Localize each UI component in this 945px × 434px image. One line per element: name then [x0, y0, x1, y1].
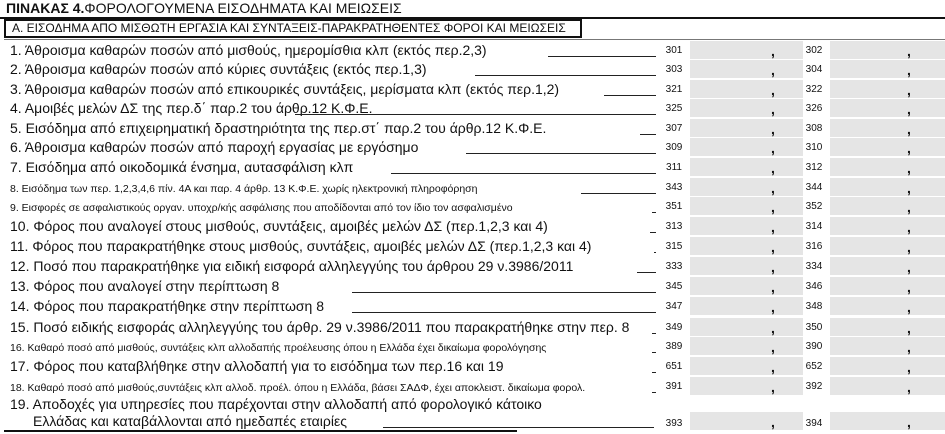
- form-row-1: [0, 41, 945, 60]
- field-code: 651: [665, 361, 683, 372]
- amount-field-314[interactable]: [830, 217, 945, 235]
- field-code: 311: [666, 162, 682, 173]
- form-row-2: [0, 60, 945, 79]
- amount-field-321[interactable]: [690, 80, 803, 98]
- field-code: 391: [665, 381, 683, 392]
- row-label: 7. Εισόδημα από οικοδομικά ένσημα, αυτασφάλιση κλπ: [10, 159, 354, 175]
- field-code: 304: [805, 64, 823, 75]
- field-code: 390: [805, 341, 823, 352]
- field-code: 346: [805, 281, 823, 292]
- field-code: 301: [665, 45, 683, 56]
- dotted-leader: [352, 312, 656, 313]
- decimal-comma: ,: [907, 180, 911, 196]
- form-row-9: [0, 197, 945, 216]
- decimal-comma: ,: [907, 359, 911, 375]
- dotted-leader: [652, 333, 656, 334]
- dotted-leader: [295, 114, 656, 115]
- form-row-11: [0, 237, 945, 256]
- dotted-leader: [650, 232, 656, 233]
- form-row-18: [0, 377, 945, 396]
- dotted-leader: [654, 252, 656, 253]
- row-label: 4. Αμοιβές μελών ΔΣ της περ.δ΄ παρ.2 του άρθρ.12 Κ.Φ.Ε.: [10, 100, 373, 116]
- decimal-comma: ,: [771, 259, 775, 275]
- decimal-comma: ,: [907, 121, 911, 137]
- decimal-comma: ,: [771, 121, 775, 137]
- form-row-13: [0, 277, 945, 296]
- decimal-comma: ,: [771, 359, 775, 375]
- amount-field-326[interactable]: [830, 99, 945, 117]
- field-code: 321: [665, 84, 683, 95]
- form-row-4: [0, 99, 945, 118]
- amount-field-343[interactable]: [690, 178, 803, 196]
- amount-field-302[interactable]: [830, 41, 945, 59]
- row-label: 5. Εισόδημα από επιχειρηματική δραστηριότητα της περ.στ΄ παρ.2 του άρθρ.12 Κ.Φ.Ε.: [10, 120, 547, 136]
- amount-field-301[interactable]: [690, 41, 803, 59]
- decimal-comma: ,: [771, 320, 775, 336]
- field-code: 349: [665, 322, 683, 333]
- field-code: 392: [805, 381, 823, 392]
- amount-field-651[interactable]: [690, 357, 803, 375]
- field-code: 303: [665, 64, 683, 75]
- field-code: 352: [805, 201, 823, 212]
- amount-field-394[interactable]: [830, 412, 945, 430]
- decimal-comma: ,: [771, 299, 775, 315]
- decimal-comma: ,: [907, 414, 911, 430]
- row-label-19-line1: 19. Αποδοχές για υπηρεσίες που παρέχονται στην αλλοδαπή από φορολογικό κάτοικο: [10, 396, 542, 412]
- decimal-comma: ,: [771, 379, 775, 395]
- form-row-12: [0, 257, 945, 276]
- amount-field-349[interactable]: [690, 318, 803, 336]
- dotted-leader: [391, 173, 656, 174]
- decimal-comma: ,: [907, 43, 911, 59]
- decimal-comma: ,: [907, 82, 911, 98]
- dotted-leader: [640, 134, 656, 135]
- amount-field-389[interactable]: [690, 337, 803, 355]
- amount-field-312[interactable]: [830, 158, 945, 176]
- form-row-5: [0, 119, 945, 138]
- field-code: 313: [665, 221, 683, 232]
- decimal-comma: ,: [771, 219, 775, 235]
- field-code: 312: [805, 162, 823, 173]
- amount-field-393[interactable]: [690, 412, 803, 430]
- decimal-comma: ,: [771, 199, 775, 215]
- form-row-6: [0, 138, 945, 157]
- amount-field-347[interactable]: [690, 297, 803, 315]
- dotted-leader: [652, 352, 656, 353]
- form-row-15: [0, 318, 945, 337]
- row-label: 13. Φόρος που αναλογεί στην περίπτωση 8: [10, 278, 280, 294]
- amount-field-351[interactable]: [690, 197, 803, 215]
- decimal-comma: ,: [907, 299, 911, 315]
- decimal-comma: ,: [771, 160, 775, 176]
- amount-field-316[interactable]: [830, 237, 945, 255]
- section-heading: Α. ΕΙΣΟΔΗΜΑ ΑΠΟ ΜΙΣΘΩΤΗ ΕΡΓΑΣΙΑ ΚΑΙ ΣΥΝΤΑΞΕΙΣ-ΠΑΡΑΚΡΑΤΗΘΕΝΤΕΣ ΦΟΡΟΙ ΚΑΙ ΜΕΙΩΣΕΙΣ: [4, 19, 582, 38]
- row-label: 3. Άθροισμα καθαρών ποσών από επικουρικές συντάξεις, μερίσματα κλπ (εκτός περ.1,2): [10, 81, 560, 97]
- amount-field-310[interactable]: [830, 138, 945, 156]
- form-row-7: [0, 158, 945, 177]
- decimal-comma: ,: [771, 82, 775, 98]
- decimal-comma: ,: [907, 160, 911, 176]
- amount-field-313[interactable]: [690, 217, 803, 235]
- form-row-16: [0, 337, 945, 356]
- decimal-comma: ,: [771, 414, 775, 430]
- decimal-comma: ,: [907, 62, 911, 78]
- field-code: 322: [805, 84, 823, 95]
- row-label: 16. Καθαρό ποσό από μισθούς, συντάξεις κλπ αλλοδαπής προέλευσης όπου η Ελλάδα έχει δικαίωμα φορολόγησης: [10, 342, 547, 354]
- field-code: 334: [805, 261, 823, 272]
- row-label: 12. Ποσό που παρακρατήθηκε για ειδική εισφορά αλληλεγγύης του άρθρου 29 ν.3986/2011: [10, 258, 574, 274]
- form-row-17: [0, 357, 945, 376]
- row-label: 9. Εισφορές σε ασφαλιστικούς οργαν. υποχρ/κής ασφάλισης που αποδίδονται από τον ίδιο τον ασφαλισμένο: [10, 202, 513, 214]
- amount-field-325[interactable]: [690, 99, 803, 117]
- decimal-comma: ,: [771, 180, 775, 196]
- field-code: 314: [805, 221, 823, 232]
- field-code: 310: [805, 142, 823, 153]
- field-code: 389: [665, 341, 683, 352]
- amount-field-333[interactable]: [690, 257, 803, 275]
- decimal-comma: ,: [771, 279, 775, 295]
- row-label: 15. Ποσό ειδικής εισφοράς αλληλεγγύης του άρθρ. 29 ν.3986/2011 που παρακρατήθηκε στην περ. 8: [10, 319, 630, 335]
- row-label: 11. Φόρος που παρακρατήθηκε στους μισθούς, συντάξεις, αμοιβές μελών ΔΣ (περ.1,2,3 και 4): [10, 238, 592, 254]
- decimal-comma: ,: [771, 339, 775, 355]
- field-code: 333: [665, 261, 683, 272]
- field-code: 347: [665, 301, 683, 312]
- field-code: 350: [805, 322, 823, 333]
- row-label: 2. Άθροισμα καθαρών ποσών από κύριες συντάξεις (εκτός περ.1,3): [10, 61, 427, 77]
- amount-field-315[interactable]: [690, 237, 803, 255]
- form-row-10: [0, 217, 945, 236]
- dotted-leader: [652, 372, 656, 373]
- field-code: 307: [665, 123, 683, 134]
- field-code: 351: [665, 201, 683, 212]
- amount-field-352[interactable]: [830, 197, 945, 215]
- amount-field-391[interactable]: [690, 377, 803, 395]
- row-label: 6. Άθροισμα καθαρών ποσών από παροχή εργασίας με εργόσημο: [10, 139, 419, 155]
- amount-field-350[interactable]: [830, 318, 945, 336]
- amount-field-392[interactable]: [830, 377, 945, 395]
- field-code: 315: [665, 241, 683, 252]
- amount-field-309[interactable]: [690, 138, 803, 156]
- decimal-comma: ,: [907, 320, 911, 336]
- row-label: 1. Άθροισμα καθαρών ποσών από μισθούς, ημερομίσθια κλπ (εκτός περ.2,3): [10, 42, 487, 58]
- amount-field-322[interactable]: [830, 80, 945, 98]
- field-code: 344: [805, 182, 823, 193]
- dotted-leader: [604, 95, 656, 96]
- amount-field-346[interactable]: [830, 277, 945, 295]
- row-label: 8. Εισόδημα των περ. 1,2,3,4,6 πίν. 4Α και παρ. 4 άρθρ. 13 Κ.Φ.Ε. χωρίς ηλεκτρονική πληροφόρηση: [10, 183, 478, 195]
- amount-field-345[interactable]: [690, 277, 803, 295]
- form-row-14: [0, 297, 945, 316]
- field-code: 325: [665, 103, 683, 114]
- field-code: 343: [665, 182, 683, 193]
- amount-field-348[interactable]: [830, 297, 945, 315]
- decimal-comma: ,: [771, 140, 775, 156]
- amount-field-304[interactable]: [830, 60, 945, 78]
- title-bar: [0, 0, 945, 19]
- form-row-19: [0, 396, 945, 430]
- decimal-comma: ,: [907, 259, 911, 275]
- field-code: 394: [805, 418, 823, 429]
- amount-field-390[interactable]: [830, 337, 945, 355]
- decimal-comma: ,: [771, 239, 775, 255]
- dotted-leader: [475, 75, 656, 76]
- table-title-number: ΠΙΝΑΚΑΣ 4.: [6, 0, 85, 16]
- dotted-leader: [652, 392, 656, 393]
- dotted-leader: [637, 272, 656, 273]
- decimal-comma: ,: [907, 140, 911, 156]
- field-code: 345: [665, 281, 683, 292]
- dotted-leader: [581, 193, 656, 194]
- amount-field-308[interactable]: [830, 119, 945, 137]
- form-row-3: [0, 80, 945, 99]
- dotted-leader: [548, 56, 656, 57]
- dotted-leader: [466, 153, 656, 154]
- field-code: 316: [805, 241, 823, 252]
- field-code: 308: [805, 123, 823, 134]
- field-code: 652: [805, 361, 823, 372]
- bottom-rule: [4, 430, 517, 432]
- row-label: 18. Καθαρό ποσό από μισθούς,συντάξεις κλπ αλλοδ. προέλ. όπου η Ελλάδα, βάσει ΣΑΔΦ, έχει αποκλειστ. δικαίωμα φορολ.: [10, 382, 586, 394]
- field-code: 302: [805, 45, 823, 56]
- amount-field-334[interactable]: [830, 257, 945, 275]
- table-title: [6, 0, 402, 17]
- amount-field-307[interactable]: [690, 119, 803, 137]
- dotted-leader: [383, 427, 654, 428]
- field-code: 348: [805, 301, 823, 312]
- amount-field-303[interactable]: [690, 60, 803, 78]
- field-code: 309: [665, 142, 683, 153]
- field-code: 393: [665, 418, 683, 429]
- amount-field-344[interactable]: [830, 178, 945, 196]
- decimal-comma: ,: [771, 43, 775, 59]
- row-label: 10. Φόρος που αναλογεί στους μισθούς, συντάξεις, αμοιβές μελών ΔΣ (περ.1,2,3 και 4): [10, 218, 548, 234]
- field-code: 326: [805, 103, 823, 114]
- decimal-comma: ,: [907, 101, 911, 117]
- decimal-comma: ,: [907, 199, 911, 215]
- table-title-text: ΦΟΡΟΛΟΓΟΥΜΕΝΑ ΕΙΣΟΔΗΜΑΤΑ ΚΑΙ ΜΕΙΩΣΕΙΣ: [84, 0, 402, 16]
- decimal-comma: ,: [907, 339, 911, 355]
- row-label-19-line2: Ελλάδας και καταβάλλονται από ημεδαπές εταιρίες: [33, 413, 347, 429]
- form-row-8: [0, 178, 945, 197]
- grid-top-rule: [4, 39, 945, 40]
- row-label: 14. Φόρος που παρακρατήθηκε στην περίπτωση 8: [10, 298, 325, 314]
- amount-field-311[interactable]: [690, 158, 803, 176]
- decimal-comma: ,: [907, 239, 911, 255]
- decimal-comma: ,: [771, 101, 775, 117]
- decimal-comma: ,: [907, 279, 911, 295]
- decimal-comma: ,: [907, 379, 911, 395]
- decimal-comma: ,: [907, 219, 911, 235]
- amount-field-652[interactable]: [830, 357, 945, 375]
- dotted-leader: [652, 212, 656, 213]
- row-label: 17. Φόρος που καταβλήθηκε στην αλλοδαπή για το εισόδημα των περ.16 και 19: [10, 358, 504, 374]
- decimal-comma: ,: [771, 62, 775, 78]
- dotted-leader: [352, 292, 656, 293]
